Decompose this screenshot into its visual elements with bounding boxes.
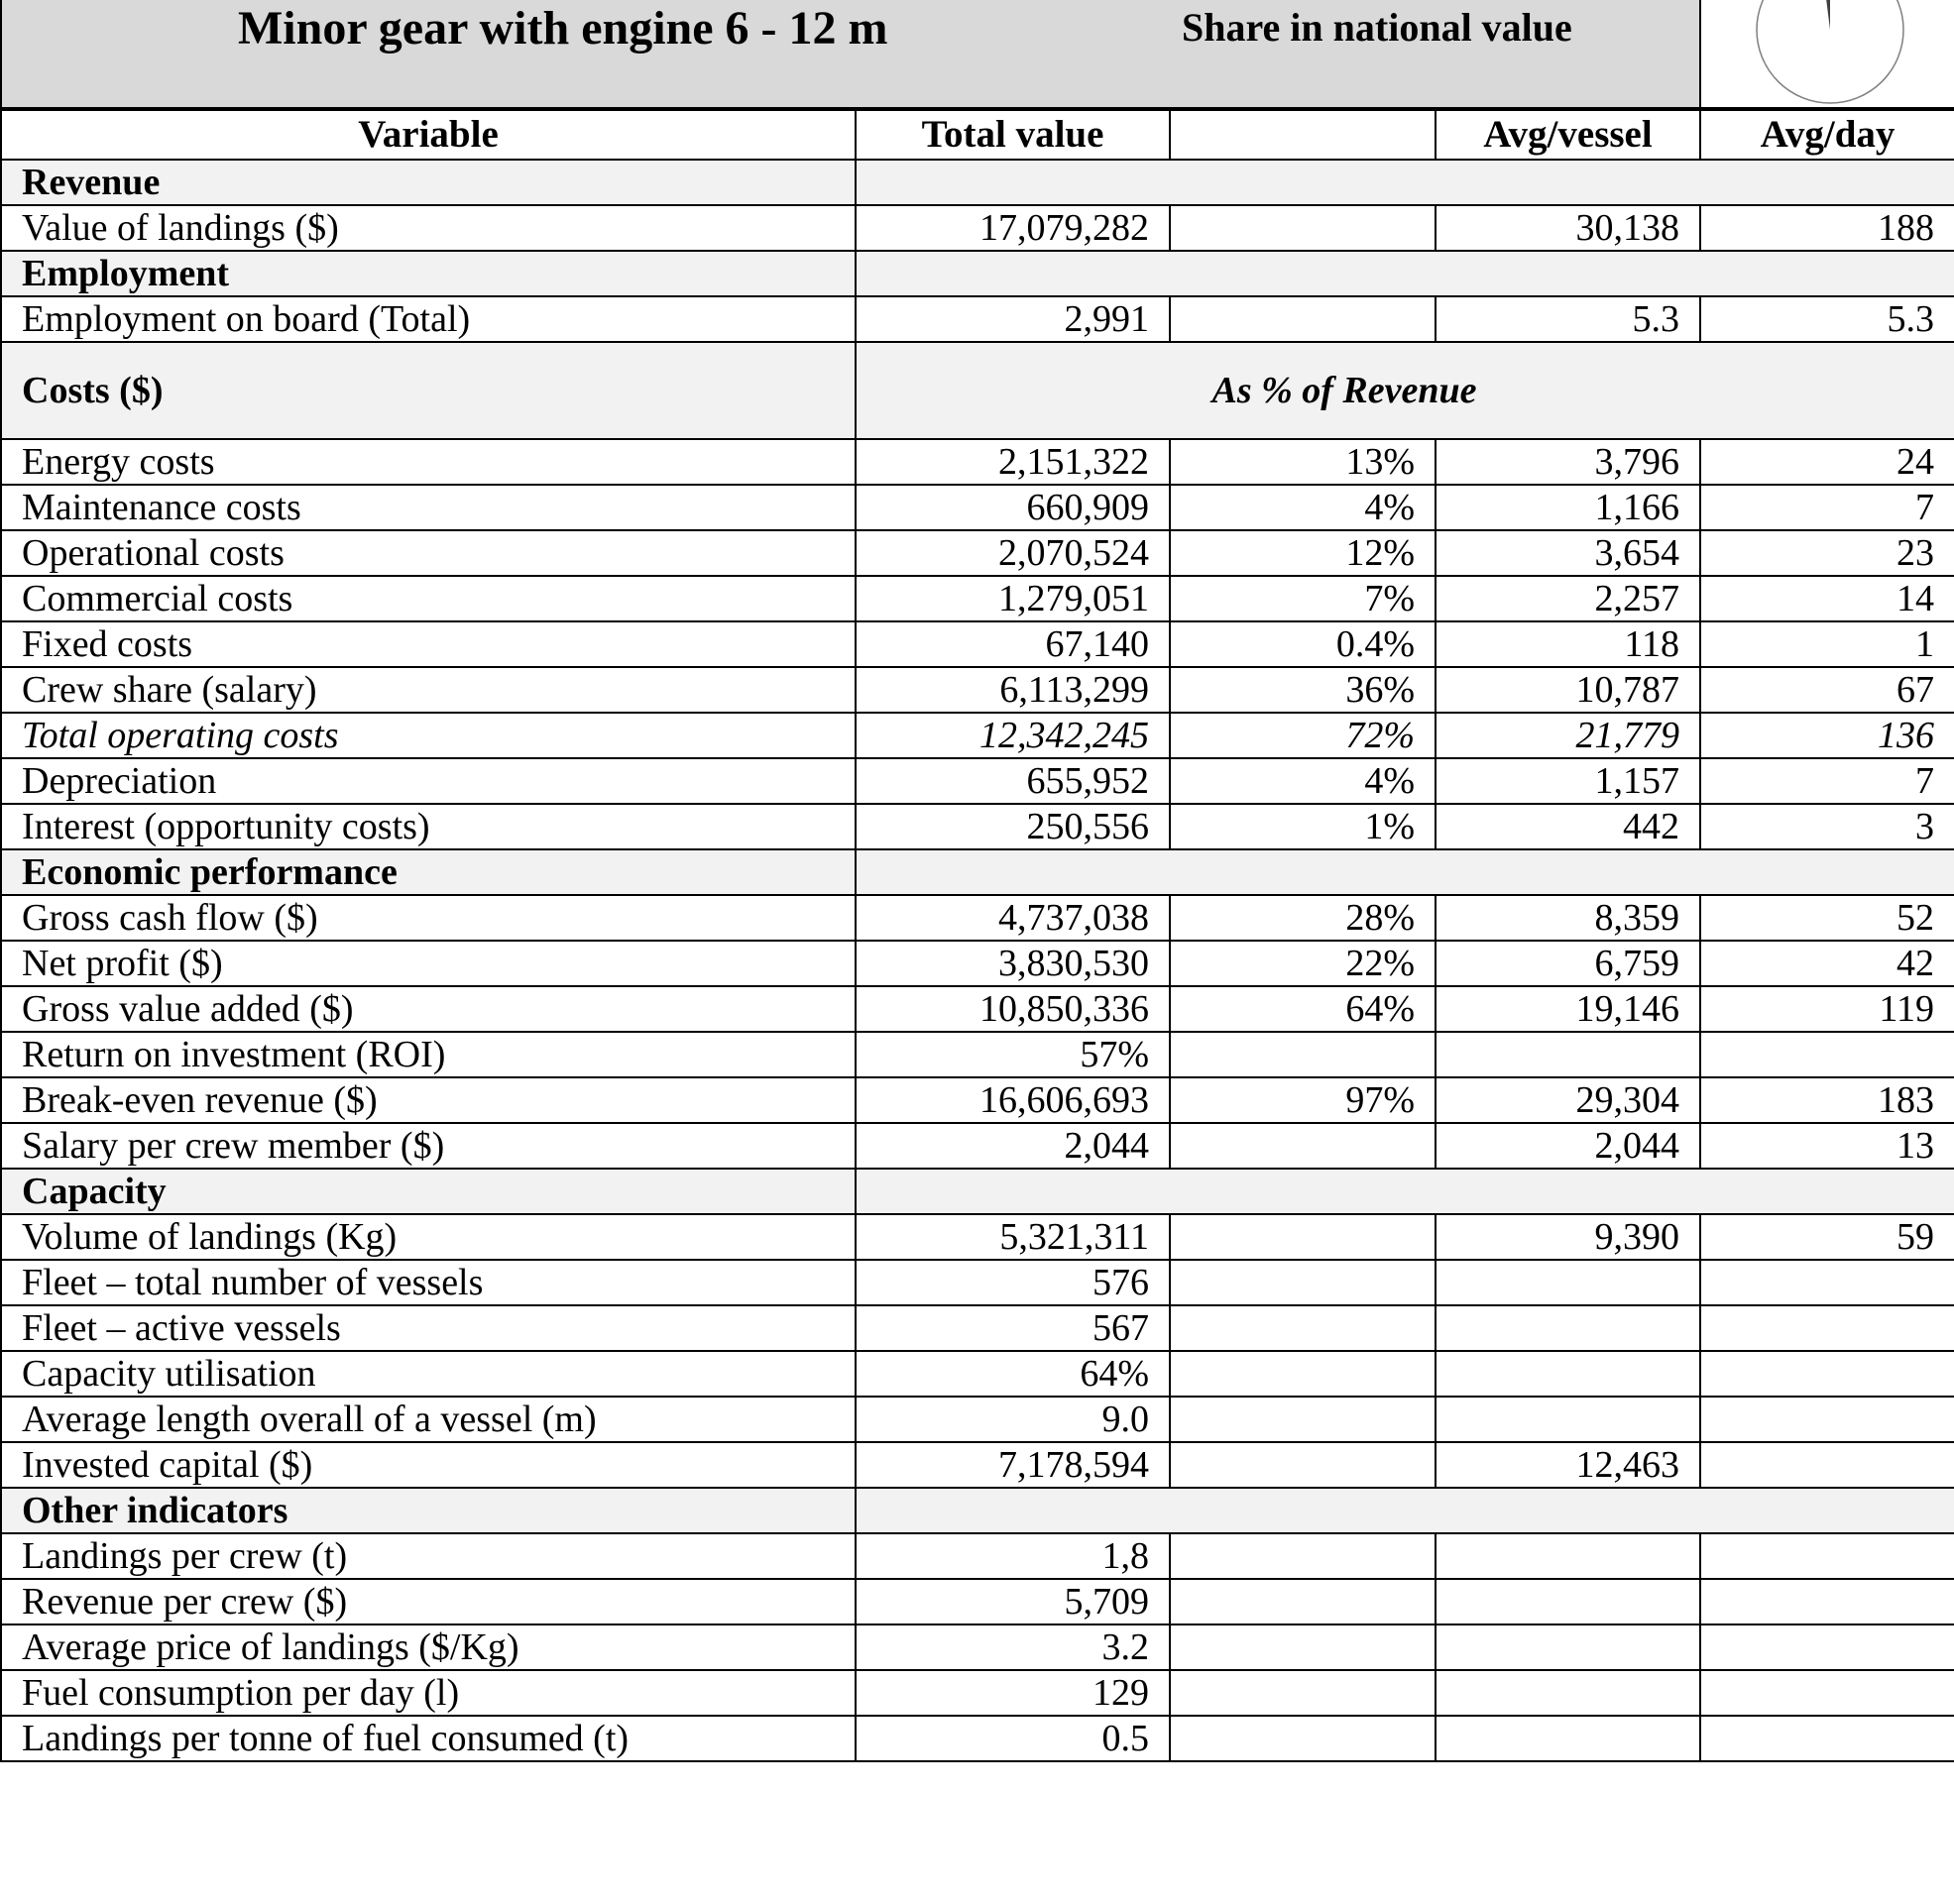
pct-of-revenue-cell [1170, 1670, 1436, 1716]
col-pct [1170, 110, 1436, 160]
pct-of-revenue-cell [1170, 1716, 1436, 1761]
avg-vessel-cell: 19,146 [1436, 986, 1700, 1032]
total-value-cell: 129 [856, 1670, 1170, 1716]
pct-of-revenue-cell: 1% [1170, 804, 1436, 849]
pct-of-revenue-cell [1170, 296, 1436, 342]
row-label: Salary per crew member ($) [1, 1123, 856, 1169]
section-label: Capacity [1, 1169, 856, 1214]
section-label: Economic performance [1, 849, 856, 895]
avg-vessel-cell: 2,257 [1436, 576, 1700, 621]
pct-of-revenue-cell [1170, 1624, 1436, 1670]
row-label: Energy costs [1, 439, 856, 485]
avg-vessel-cell [1436, 1579, 1700, 1624]
row-label: Total operating costs [1, 713, 856, 758]
row-label: Crew share (salary) [1, 667, 856, 713]
table-row [1, 1123, 1954, 1169]
total-value-cell: 3,830,530 [856, 941, 1170, 986]
total-value-cell: 1,279,051 [856, 576, 1170, 621]
total-value-cell: 12,342,245 [856, 713, 1170, 758]
table-row [1, 1077, 1954, 1123]
avg-day-cell: 67 [1700, 667, 1954, 713]
total-value-cell: 17,079,282 [856, 205, 1170, 251]
row-label: Landings per tonne of fuel consumed (t) [1, 1716, 856, 1761]
page-title: Minor gear with engine 6 - 12 m [238, 2, 888, 55]
total-value-cell: 67,140 [856, 621, 1170, 667]
total-value-cell: 9.0 [856, 1397, 1170, 1442]
table-row [1, 1305, 1954, 1351]
avg-day-cell: 59 [1700, 1214, 1954, 1260]
row-label: Interest (opportunity costs) [1, 804, 856, 849]
share-label: Share in national value [1182, 5, 1572, 50]
table-row [1, 296, 1954, 342]
section-row [1, 160, 1954, 205]
row-label: Net profit ($) [1, 941, 856, 986]
pct-of-revenue-cell: 22% [1170, 941, 1436, 986]
table-row [1, 1214, 1954, 1260]
avg-vessel-cell: 3,796 [1436, 439, 1700, 485]
table-row [1, 439, 1954, 485]
avg-day-cell: 7 [1700, 758, 1954, 804]
pct-of-revenue-cell [1170, 1579, 1436, 1624]
total-value-cell: 57% [856, 1032, 1170, 1077]
section-fill [856, 1169, 1954, 1214]
table-row [1, 576, 1954, 621]
avg-day-cell: 7 [1700, 485, 1954, 530]
row-label: Average price of landings ($/Kg) [1, 1624, 856, 1670]
total-value-cell: 5,709 [856, 1579, 1170, 1624]
avg-vessel-cell: 1,166 [1436, 485, 1700, 530]
column-header-row [1, 110, 1954, 160]
pct-of-revenue-cell [1170, 1351, 1436, 1397]
avg-day-cell [1700, 1305, 1954, 1351]
pct-of-revenue-cell: 13% [1170, 439, 1436, 485]
table-row [1, 1442, 1954, 1488]
avg-day-cell: 5.3 [1700, 296, 1954, 342]
avg-day-cell [1700, 1351, 1954, 1397]
total-value-cell: 0.5 [856, 1716, 1170, 1761]
section-row [1, 1169, 1954, 1214]
table-row [1, 986, 1954, 1032]
avg-day-cell: 42 [1700, 941, 1954, 986]
avg-day-cell: 23 [1700, 530, 1954, 576]
total-value-cell: 16,606,693 [856, 1077, 1170, 1123]
pct-of-revenue-cell [1170, 1123, 1436, 1169]
total-value-cell: 7,178,594 [856, 1442, 1170, 1488]
row-label: Invested capital ($) [1, 1442, 856, 1488]
avg-day-cell [1700, 1579, 1954, 1624]
table-row [1, 1624, 1954, 1670]
avg-day-cell [1700, 1670, 1954, 1716]
pct-of-revenue-cell: 4% [1170, 485, 1436, 530]
avg-vessel-cell [1436, 1533, 1700, 1579]
total-value-cell: 4,737,038 [856, 895, 1170, 941]
total-value-cell: 64% [856, 1351, 1170, 1397]
avg-vessel-cell: 1,157 [1436, 758, 1700, 804]
total-value-cell: 2,151,322 [856, 439, 1170, 485]
avg-vessel-cell [1436, 1305, 1700, 1351]
total-value-cell: 567 [856, 1305, 1170, 1351]
row-label: Capacity utilisation [1, 1351, 856, 1397]
avg-day-cell: 119 [1700, 986, 1954, 1032]
total-value-cell: 576 [856, 1260, 1170, 1305]
table-row [1, 667, 1954, 713]
row-label: Gross value added ($) [1, 986, 856, 1032]
pct-of-revenue-cell [1170, 1397, 1436, 1442]
avg-day-cell: 52 [1700, 895, 1954, 941]
table-row [1, 485, 1954, 530]
row-label: Break-even revenue ($) [1, 1077, 856, 1123]
row-label: Fleet – active vessels [1, 1305, 856, 1351]
avg-day-cell: 3 [1700, 804, 1954, 849]
row-label: Revenue per crew ($) [1, 1579, 856, 1624]
section-row [1, 342, 1954, 439]
pct-of-revenue-cell: 12% [1170, 530, 1436, 576]
row-label: Employment on board (Total) [1, 296, 856, 342]
pct-of-revenue-cell [1170, 1214, 1436, 1260]
pct-of-revenue-cell [1170, 1032, 1436, 1077]
total-value-cell: 5,321,311 [856, 1214, 1170, 1260]
total-value-cell: 10,850,336 [856, 986, 1170, 1032]
section-fill [856, 342, 1954, 439]
avg-vessel-cell: 10,787 [1436, 667, 1700, 713]
total-value-cell: 6,113,299 [856, 667, 1170, 713]
total-value-cell: 3.2 [856, 1624, 1170, 1670]
section-label: Revenue [1, 160, 856, 205]
avg-vessel-cell: 3,654 [1436, 530, 1700, 576]
pct-of-revenue-cell: 72% [1170, 713, 1436, 758]
avg-day-cell [1700, 1442, 1954, 1488]
total-value-cell: 2,070,524 [856, 530, 1170, 576]
row-label: Fuel consumption per day (l) [1, 1670, 856, 1716]
share-pie-chart [1701, 0, 1954, 109]
row-label: Volume of landings (Kg) [1, 1214, 856, 1260]
avg-vessel-cell [1436, 1397, 1700, 1442]
pct-of-revenue-cell: 0.4% [1170, 621, 1436, 667]
section-fill [856, 251, 1954, 296]
table-row [1, 621, 1954, 667]
avg-vessel-cell: 2,044 [1436, 1123, 1700, 1169]
table-row [1, 205, 1954, 251]
avg-day-cell [1700, 1533, 1954, 1579]
total-value-cell: 250,556 [856, 804, 1170, 849]
avg-vessel-cell [1436, 1260, 1700, 1305]
avg-day-cell: 1 [1700, 621, 1954, 667]
section-fill [856, 849, 1954, 895]
pct-of-revenue-cell [1170, 1442, 1436, 1488]
avg-vessel-cell [1436, 1351, 1700, 1397]
avg-vessel-cell [1436, 1624, 1700, 1670]
table-row [1, 1533, 1954, 1579]
pct-of-revenue-cell [1170, 205, 1436, 251]
table-row [1, 713, 1954, 758]
avg-day-cell: 24 [1700, 439, 1954, 485]
section-label: Other indicators [1, 1488, 856, 1533]
pct-of-revenue-cell: 97% [1170, 1077, 1436, 1123]
total-value-cell: 660,909 [856, 485, 1170, 530]
col-avg-vessel: Avg/vessel [1436, 110, 1700, 160]
row-label: Landings per crew (t) [1, 1533, 856, 1579]
row-label: Depreciation [1, 758, 856, 804]
data-table [0, 109, 1954, 1762]
avg-vessel-cell: 5.3 [1436, 296, 1700, 342]
section-fill [856, 1488, 1954, 1533]
pct-of-revenue-cell [1170, 1260, 1436, 1305]
avg-day-cell: 136 [1700, 713, 1954, 758]
pct-of-revenue-cell: 7% [1170, 576, 1436, 621]
pct-of-revenue-cell: 36% [1170, 667, 1436, 713]
avg-vessel-cell: 9,390 [1436, 1214, 1700, 1260]
avg-vessel-cell: 12,463 [1436, 1442, 1700, 1488]
total-value-cell: 2,044 [856, 1123, 1170, 1169]
avg-day-cell [1700, 1032, 1954, 1077]
share-pie-box [1699, 0, 1954, 109]
table-row [1, 1032, 1954, 1077]
avg-day-cell: 183 [1700, 1077, 1954, 1123]
avg-vessel-cell [1436, 1032, 1700, 1077]
pct-of-revenue-cell [1170, 1533, 1436, 1579]
avg-day-cell [1700, 1397, 1954, 1442]
table-row [1, 1351, 1954, 1397]
table-row [1, 1716, 1954, 1761]
pct-of-revenue-cell: 4% [1170, 758, 1436, 804]
avg-day-cell [1700, 1716, 1954, 1761]
avg-vessel-cell: 6,759 [1436, 941, 1700, 986]
section-row [1, 1488, 1954, 1533]
row-label: Gross cash flow ($) [1, 895, 856, 941]
col-total: Total value [856, 110, 1170, 160]
section-fill [856, 160, 1954, 205]
row-label: Average length overall of a vessel (m) [1, 1397, 856, 1442]
row-label: Commercial costs [1, 576, 856, 621]
pct-of-revenue-cell [1170, 1305, 1436, 1351]
table-row [1, 941, 1954, 986]
row-label: Operational costs [1, 530, 856, 576]
section-row [1, 251, 1954, 296]
pct-of-revenue-cell: 64% [1170, 986, 1436, 1032]
avg-vessel-cell: 21,779 [1436, 713, 1700, 758]
row-label: Fleet – total number of vessels [1, 1260, 856, 1305]
avg-vessel-cell: 8,359 [1436, 895, 1700, 941]
table-header-band [0, 0, 1699, 109]
avg-day-cell: 13 [1700, 1123, 1954, 1169]
avg-day-cell [1700, 1624, 1954, 1670]
total-value-cell: 2,991 [856, 296, 1170, 342]
table-row [1, 1260, 1954, 1305]
row-label: Value of landings ($) [1, 205, 856, 251]
avg-day-cell: 14 [1700, 576, 1954, 621]
section-label: Employment [1, 251, 856, 296]
col-variable: Variable [1, 110, 856, 160]
row-label: Maintenance costs [1, 485, 856, 530]
table-row [1, 530, 1954, 576]
total-value-cell: 655,952 [856, 758, 1170, 804]
pct-of-revenue-heading: As % of Revenue [1211, 370, 1477, 411]
avg-vessel-cell: 442 [1436, 804, 1700, 849]
section-row [1, 849, 1954, 895]
total-value-cell: 1,8 [856, 1533, 1170, 1579]
table-row [1, 1397, 1954, 1442]
col-avg-day: Avg/day [1700, 110, 1954, 160]
table-row [1, 895, 1954, 941]
row-label: Return on investment (ROI) [1, 1032, 856, 1077]
avg-day-cell: 188 [1700, 205, 1954, 251]
pct-of-revenue-cell: 28% [1170, 895, 1436, 941]
table-row [1, 1579, 1954, 1624]
avg-vessel-cell [1436, 1670, 1700, 1716]
row-label: Fixed costs [1, 621, 856, 667]
table-row [1, 1670, 1954, 1716]
avg-vessel-cell [1436, 1716, 1700, 1761]
table-row [1, 804, 1954, 849]
avg-vessel-cell: 30,138 [1436, 205, 1700, 251]
avg-vessel-cell: 118 [1436, 621, 1700, 667]
avg-vessel-cell: 29,304 [1436, 1077, 1700, 1123]
table-row [1, 758, 1954, 804]
avg-day-cell [1700, 1260, 1954, 1305]
section-label: Costs ($) [1, 342, 856, 439]
